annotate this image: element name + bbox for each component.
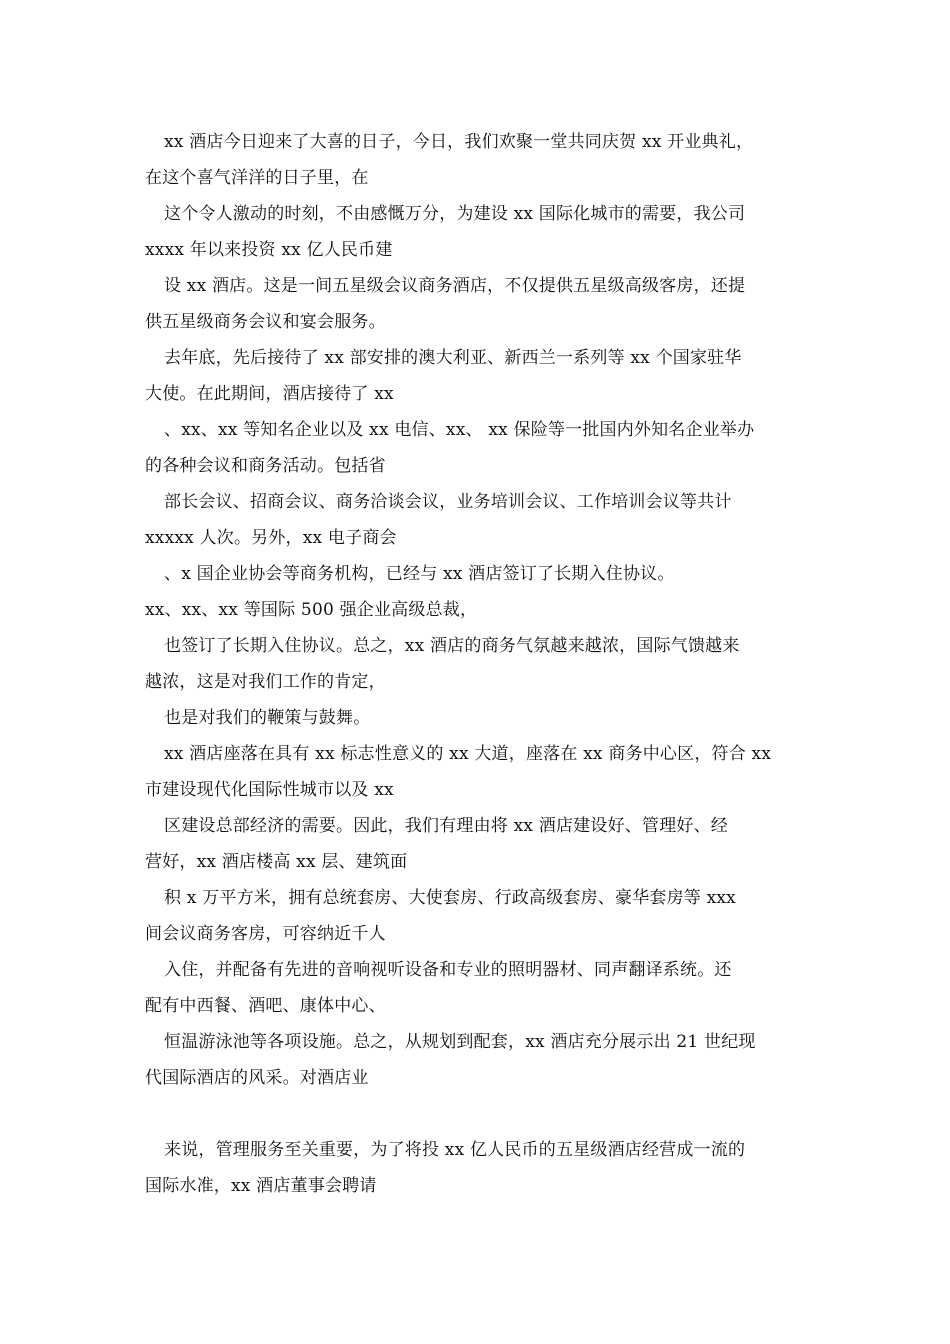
- paragraph-1: [145, 124, 825, 196]
- text-line: 去年底，先后接待了 xx 部安排的澳大利亚、新西兰一系列等 xx 个国家驻华: [164, 348, 742, 368]
- text-line: 入住，并配备有先进的音响视听设备和专业的照明器材、同声翻译系统。还: [164, 960, 732, 980]
- text-line: 国际水准，xx 酒店董事会聘请: [145, 1176, 377, 1196]
- paragraph-6: [145, 484, 825, 556]
- text-line: 供五星级商务会议和宴会服务。: [145, 312, 386, 332]
- text-line: xx 酒店今日迎来了大喜的日子，今日，我们欢聚一堂共同庆贺 xx 开业典礼，: [164, 132, 754, 152]
- text-line: 来说，管理服务至关重要，为了将投 xx 亿人民币的五星级酒店经营成一流的: [164, 1140, 746, 1160]
- text-line: 这个令人激动的时刻，不由感慨万分，为建设 xx 国际化城市的需要，我公司: [164, 204, 746, 224]
- paragraph-11: [145, 808, 825, 880]
- paragraph-2: [145, 196, 825, 268]
- paragraph-9: [145, 700, 825, 736]
- paragraph-12: [145, 880, 825, 952]
- paragraph-5: [145, 412, 825, 484]
- text-line: 在这个喜气洋洋的日子里，在: [145, 168, 369, 188]
- text-line: 也签订了长期入住协议。总之，xx 酒店的商务气氛越来越浓，国际气馈越来: [164, 636, 740, 656]
- paragraph-13: [145, 952, 825, 1024]
- text-line: 越浓，这是对我们工作的肯定，: [145, 672, 386, 692]
- text-line: 市建设现代化国际性城市以及 xx: [145, 780, 394, 800]
- text-line: 部长会议、招商会议、商务洽谈会议，业务培训会议、工作培训会议等共计: [164, 492, 732, 512]
- text-line: xxxxx 人次。另外，xx 电子商会: [145, 528, 397, 548]
- text-line: 代国际酒店的风采。对酒店业: [145, 1068, 369, 1088]
- paragraph-7: [145, 556, 825, 628]
- text-line: 大使。在此期间，酒店接待了 xx: [145, 384, 394, 404]
- paragraph-10: [145, 736, 825, 808]
- text-line: 、x 国企业协会等商务机构，已经与 xx 酒店签订了长期入住协议。: [164, 564, 675, 584]
- text-line: 积 x 万平方米，拥有总统套房、大使套房、行政高级套房、豪华套房等 xxx: [164, 888, 736, 908]
- paragraph-3: [145, 268, 825, 340]
- text-line: xx 酒店座落在具有 xx 标志性意义的 xx 大道，座落在 xx 商务中心区，符合 xx: [164, 744, 772, 764]
- paragraph-gap: [145, 1096, 825, 1132]
- text-line: 也是对我们的鞭策与鼓舞。: [164, 708, 371, 728]
- text-line: xx、xx、xx 等国际 500 强企业高级总裁，: [145, 600, 478, 620]
- text-line: 区建设总部经济的需要。因此，我们有理由将 xx 酒店建设好、管理好、经: [164, 816, 728, 836]
- text-line: 恒温游泳池等各项设施。总之，从规划到配套，xx 酒店充分展示出 21 世纪现: [164, 1032, 756, 1052]
- text-line: 的各种会议和商务活动。包括省: [145, 456, 386, 476]
- paragraph-14: [145, 1024, 825, 1096]
- document-body: [145, 124, 825, 1204]
- paragraph-4: [145, 340, 825, 412]
- text-line: 间会议商务客房，可容纳近千人: [145, 924, 386, 944]
- text-line: 配有中西餐、酒吧、康体中心、: [145, 996, 386, 1016]
- paragraph-15: [145, 1132, 825, 1204]
- paragraph-8: [145, 628, 825, 700]
- text-line: xxxx 年以来投资 xx 亿人民币建: [145, 240, 393, 260]
- text-line: 、xx、xx 等知名企业以及 xx 电信、xx、 xx 保险等一批国内外知名企业举办: [164, 420, 755, 440]
- text-line: 营好，xx 酒店楼高 xx 层、建筑面: [145, 852, 408, 872]
- text-line: 设 xx 酒店。这是一间五星级会议商务酒店，不仅提供五星级高级客房，还提: [164, 276, 746, 296]
